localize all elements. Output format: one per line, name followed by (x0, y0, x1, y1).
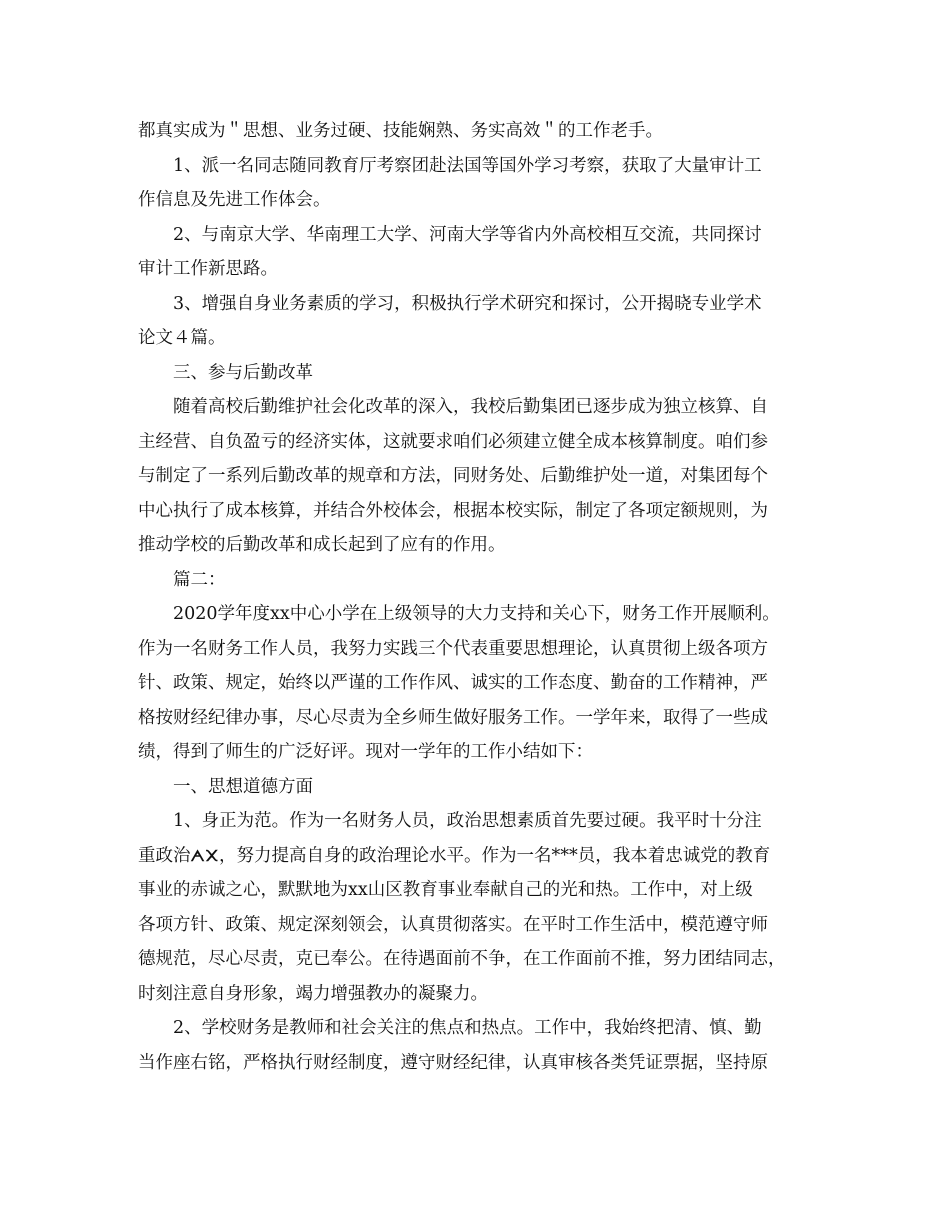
text-line-23: 事业的赤诚之心，默默地为xx山区教育事业奉献自己的光和热。工作中，对上级 (138, 880, 753, 900)
document-page (138, 114, 828, 1080)
text-line-19: 绩，得到了师生的广泛好评。现对一学年的工作小结如下： (138, 742, 593, 762)
text-line-3: 作信息及先进工作体会。 (138, 190, 331, 210)
text-line-17: 针、政策、规定，始终以严谨的工作作风、诚实的工作态度、勤奋的工作精神，严 (138, 673, 768, 693)
text-line-18: 格按财经纪律办事，尽心尽责为全乡师生做好服务工作。一学年来，取得了一些成 (138, 707, 768, 728)
garbled-glyph-mark: ᗅ᙭ (190, 846, 219, 865)
text-line-27: 2、学校财务是教师和社会关注的焦点和热点。工作中，我始终把清、慎、勤 (173, 1018, 762, 1038)
part-heading-2: 篇二： (173, 569, 226, 590)
section-heading-1: 一、思想道德方面 (173, 776, 313, 797)
text-line-4: 2、与南京大学、华南理工大学、河南大学等省内外高校相互交流，共同探讨 (173, 224, 762, 245)
text-line-15: 2020学年度xx中心小学在上级领导的大力支持和关心下，财务工作开展顺利。 (173, 604, 780, 624)
text-line-10: 主经营、自负盈亏的经济实体，这就要求咱们必须建立健全成本核算制度。咱们参 (138, 431, 768, 452)
text-line-16: 作为一名财务工作人员，我努力实践三个代表重要思想理论，认真贯彻上级各项方 (138, 638, 768, 659)
text-line-1: 都真实成为＂思想、业务过硬、技能娴熟、务实高效＂的工作老手。 (138, 121, 663, 141)
text-line-13: 推动学校的后勤改革和成长起到了应有的作用。 (138, 535, 506, 555)
text-line-24: 各项方针、政策、规定深刻领会，认真贯彻落实。在平时工作生活中，模范遵守师 (138, 914, 768, 935)
text-line-2: 1、派一名同志随同教育厅考察团赴法国等国外学习考察，获取了大量审计工 (173, 155, 762, 176)
text-line-11: 与制定了一系列后勤改革的规章和方法，同财务处、后勤维护处一道，对集团每个 (138, 466, 768, 486)
text-line-9: 随着高校后勤维护社会化改革的深入，我校后勤集团已逐步成为独立核算、自 (173, 397, 768, 417)
text-line-22-end: ，努力提高自身的政治理论水平。作为一名***员，我本着忠诚党的教育 (218, 845, 771, 866)
text-line-22-start: 重政治 (138, 845, 191, 866)
text-line-5: 审计工作新思路。 (138, 259, 278, 279)
text-line-7: 论文４篇。 (138, 328, 226, 348)
text-line-22 (138, 839, 828, 874)
text-line-26: 时刻注意自身形象，竭力增强教办的凝聚力。 (138, 983, 488, 1004)
text-line-28: 当作座右铭，严格执行财经制度，遵守财经纪律，认真审核各类凭证票据，坚持原 (138, 1052, 768, 1073)
text-line-25: 德规范，尽心尽责，克已奉公。在待遇面前不争，在工作面前不推，努力团结同志， (138, 949, 786, 969)
section-heading-3: 三、参与后勤改革 (173, 362, 313, 383)
text-line-6: 3、增强自身业务素质的学习，积极执行学术研究和探讨，公开揭晓专业学术 (173, 293, 762, 314)
text-line-21: 1、身正为范。作为一名财务人员，政治思想素质首先要过硬。我平时十分注 (173, 811, 762, 831)
text-line-12: 中心执行了成本核算，并结合外校体会，根据本校实际，制定了各项定额规则，为 (138, 500, 768, 521)
